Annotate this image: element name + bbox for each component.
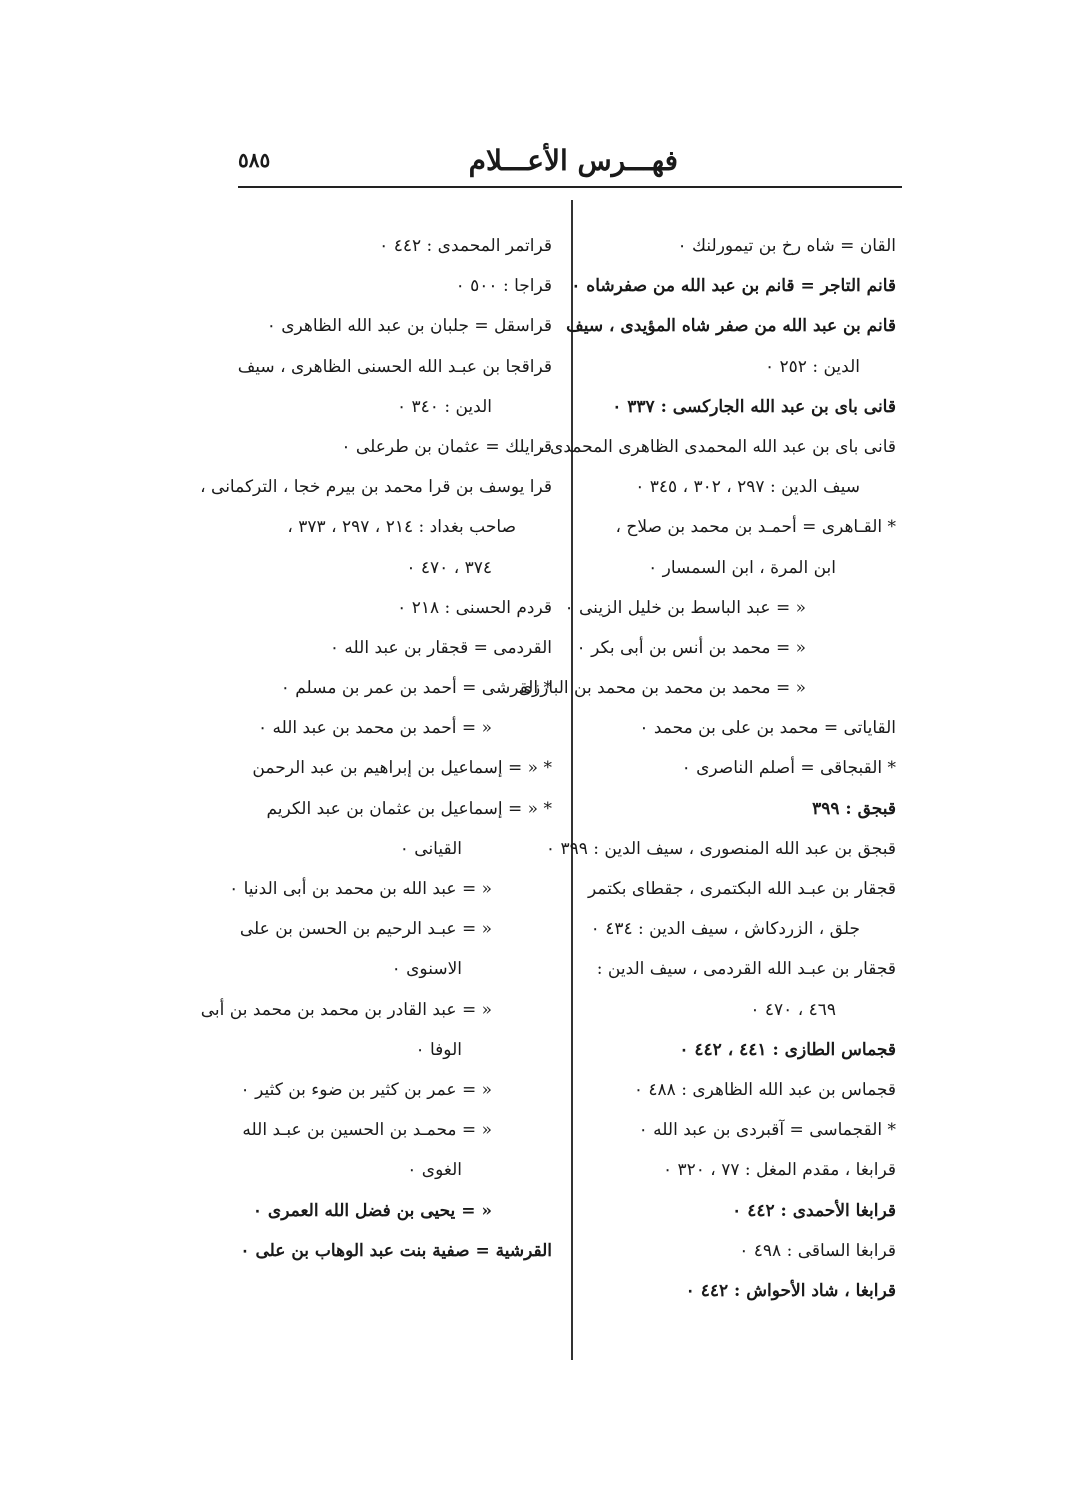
index-entry: « = عمر بن كثير بن ضوء بن كثير ٠: [240, 1079, 492, 1100]
page-title: فهـــرس الأعـــلام: [468, 143, 678, 177]
index-entry: قرابغا ، شاد الأحواش : ٤٤٢ ٠: [685, 1280, 896, 1301]
index-entry: « = عبد الله بن محمد بن أبى الدنيا ٠: [229, 879, 492, 899]
index-entry: قجماس بن عبد الله الظاهرى : ٤٨٨ ٠: [633, 1079, 896, 1100]
index-entry: صاحب بغداد : ٢١٤ ، ٢٩٧ ، ٣٧٣ ،: [287, 517, 516, 538]
index-entry: * القرشى = أحمد بن عمر بن مسلم ٠: [280, 678, 552, 699]
index-entry: ٤٦٩ ، ٤٧٠ ٠: [750, 999, 836, 1020]
header-rule: [238, 186, 902, 188]
index-entry: الدين : ٢٥٢ ٠: [765, 356, 860, 377]
index-entry: قجقار بن عبـد الله البكتمرى ، جقطاى بكتمر: [588, 879, 896, 899]
index-entry: قرابغا ، مقدم المغل : ٧٧ ، ٣٢٠ ٠: [662, 1160, 896, 1181]
left-column: [200, 226, 552, 1271]
index-entry: قانى باى بن عبد الله الجاركسى : ٣٣٧ ٠: [612, 396, 896, 417]
index-entry: « = يحيى بن فضل الله العمرى ٠: [252, 1200, 492, 1221]
index-entry: قرا يوسف بن قرا محمد بن بيرم خجا ، التركمانى ،: [200, 477, 552, 498]
index-entry: القيانى ٠: [399, 838, 462, 859]
index-entry: * القبجاقى = أصلم الناصرى ٠: [681, 758, 896, 779]
index-entry: سيف الدين : ٢٩٧ ، ٣٠٢ ، ٣٤٥ ٠: [635, 477, 860, 498]
index-entry: « = محمـد بن الحسين بن عبـد الله: [242, 1120, 492, 1141]
index-entry: * القجماسى = آقبردى بن عبد الله ٠: [638, 1120, 896, 1141]
page-header: [238, 138, 898, 182]
index-entry: * « = إسماعيل بن إبراهيم بن عبد الرحمن: [252, 758, 552, 779]
index-entry: قانم التاجر = قانم بن عبد الله من صفرشاه ٠: [571, 276, 896, 297]
index-entry: قبجق : ٣٩٩: [812, 798, 896, 819]
index-entry: الاسنوى ٠: [391, 959, 462, 980]
index-entry: ابن المرة ، ابن السمسار ٠: [648, 557, 836, 578]
index-entry: الدين : ٣٤٠ ٠: [397, 396, 492, 417]
index-entry: قجماس الطازى : ٤٤١ ، ٤٤٢ ٠: [679, 1039, 896, 1060]
index-entry: القان = شاه رخ بن تيمورلنك ٠: [677, 236, 896, 256]
index-entry: « = عبد الباسط بن خليل الزينى ٠: [564, 597, 806, 618]
index-entry: الغوى ٠: [407, 1160, 462, 1181]
index-entry: قانى باى بن عبد الله المحمدى الظاهرى المحمدى ،: [539, 436, 896, 457]
index-entry: « = عبد القادر بن محمد بن محمد بن أبى: [200, 999, 492, 1020]
index-entry: * القـاهرى = أحمـد بن محمد بن صلاح ،: [615, 517, 896, 538]
index-entry: قردم الحسنى : ٢١٨ ٠: [397, 597, 552, 618]
index-entry: قانم بن عبد الله من صفر شاه المؤيدى ، سيف: [566, 316, 896, 337]
index-entry: قجقار بن عبـد الله القردمى ، سيف الدين :: [596, 959, 896, 980]
index-entry: « = عبـد الرحيم بن الحسن بن على: [239, 919, 492, 940]
index-entry: القردمى = قجقار بن عبد الله ٠: [329, 637, 552, 658]
index-entry: الوفا ٠: [415, 1039, 462, 1060]
index-entry: قراجا : ٥٠٠ ٠: [455, 276, 552, 297]
index-entry: القاياتى = محمد بن على بن محمد ٠: [639, 718, 896, 739]
index-entry: ٣٧٤ ، ٤٧٠ ٠: [406, 557, 492, 578]
index-entry: قراسقل = جلبان بن عبد الله الظاهرى ٠: [266, 316, 552, 337]
page-number: ٥٨٥: [238, 148, 271, 172]
index-entry: قراقجا بن عبـد الله الحسنى الظاهرى ، سيف: [237, 356, 552, 377]
index-entry: القرشية = صفية بنت عبد الوهاب بن على ٠: [240, 1240, 552, 1261]
index-entry: « = محمد بن محمد بن محمد بن البارزى: [518, 678, 806, 699]
index-entry: قبجق بن عبد الله المنصورى ، سيف الدين : ٣٩٩ ٠: [545, 838, 896, 859]
index-entry: « = محمد بن أنس بن أبى بكر ٠: [576, 637, 806, 658]
index-entry: قراتمر المحمدى : ٤٤٢ ٠: [379, 236, 552, 256]
index-entry: * « = إسماعيل بن عثمان بن عبد الكريم: [266, 798, 552, 819]
right-column: [518, 226, 896, 1311]
index-entry: قرابغا الساقى : ٤٩٨ ٠: [739, 1240, 896, 1261]
index-entry: « = أحمد بن محمد بن عبد الله ٠: [257, 718, 492, 739]
index-entry: قرايلك = عثمان بن طرعلى ٠: [341, 436, 552, 457]
index-entry: جلق ، الزردكاش ، سيف الدين : ٤٣٤ ٠: [590, 919, 860, 940]
index-entry: قرابغا الأحمدى : ٤٤٢ ٠: [732, 1200, 896, 1221]
